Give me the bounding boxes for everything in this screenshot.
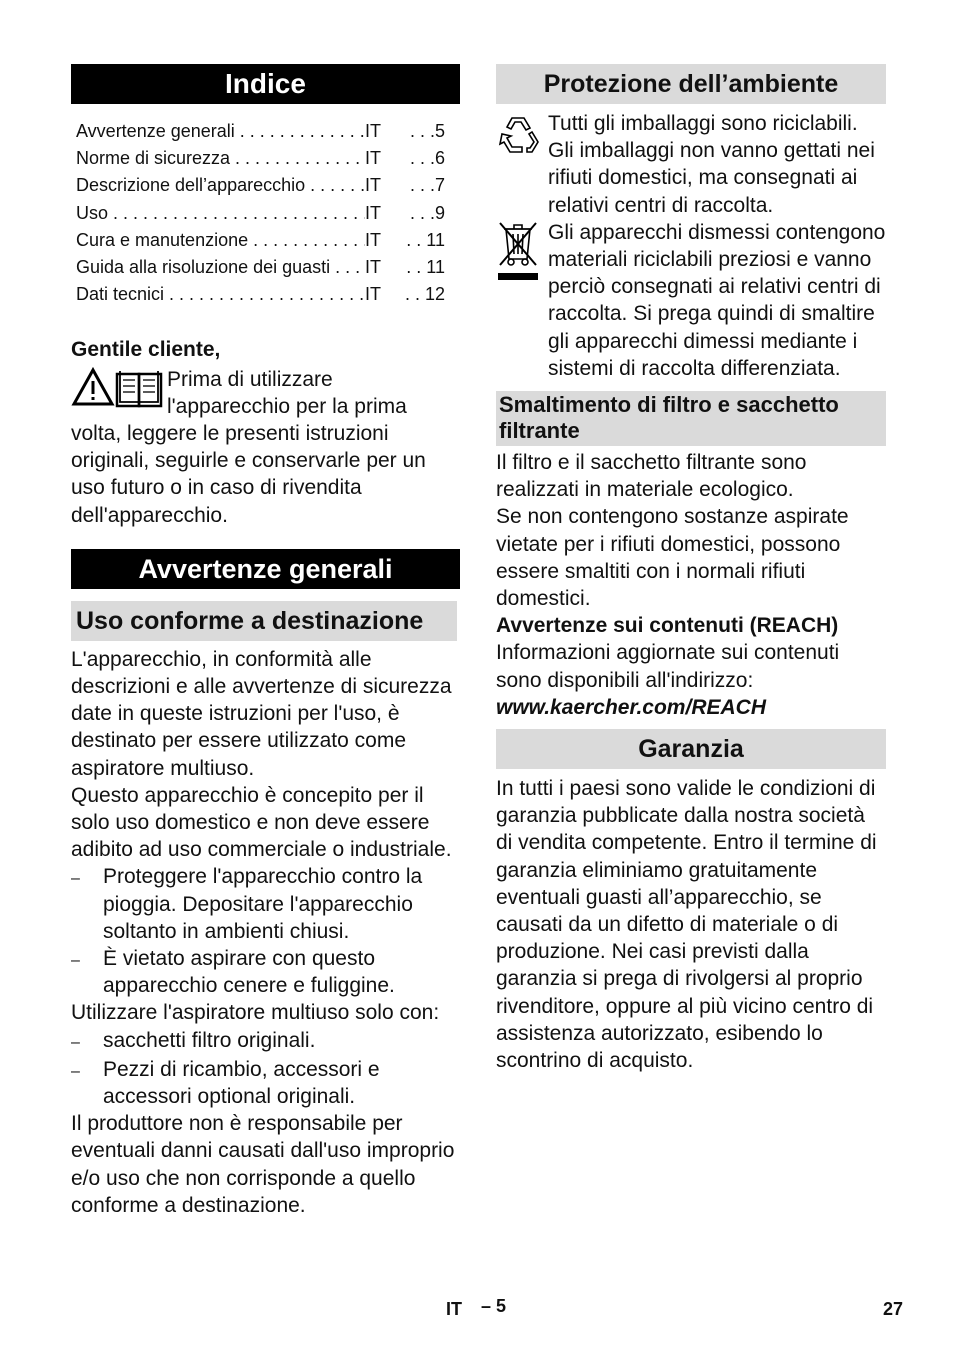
toc-page: . . .6	[409, 148, 445, 169]
reach-heading: Avvertenze sui contenuti (REACH)	[496, 614, 839, 638]
crossed-bin-icon	[496, 219, 540, 296]
list-item-text: È vietato aspirare con questo apparecchio cenere e fuliggine.	[103, 946, 395, 998]
toc-title: Cura e manutenzione . . .	[76, 227, 365, 254]
recycle-icon	[496, 114, 540, 163]
warranty-heading: Garanzia	[496, 729, 886, 769]
list-item	[71, 1056, 460, 1110]
reach-paragraph: Informazioni aggiornate sui contenuti sono disponibili all'indirizzo:	[496, 641, 840, 692]
filter-section	[496, 449, 886, 721]
filter-paragraph-2: Se non contengono sostanze aspirate vietate per i rifiuti domestici, possono essere smaltiti con i normali rifiuti domestici.	[496, 505, 849, 611]
toc-row[interactable]	[76, 281, 460, 308]
toc-lang: IT	[365, 148, 381, 169]
toc-page: . . .7	[409, 175, 445, 196]
recycling-text: Tutti gli imballaggi sono riciclabili. Gli imballaggi non vanno gettati nei rifiuti domestici, ma consegnati ai relativi centri di raccolta.	[548, 112, 875, 217]
toc-lang: IT	[365, 256, 381, 277]
toc-page: . . 11	[406, 229, 445, 250]
use-paragraph-2: Questo apparecchio è concepito per il solo uso domestico e non deve essere adibito ad uso commerciale o industriale.	[71, 783, 452, 862]
toc-row[interactable]	[76, 145, 460, 172]
list-item-text: sacchetti filtro originali.	[103, 1028, 316, 1052]
toc-row[interactable]	[76, 227, 460, 254]
warranty-paragraph: In tutti i paesi sono valide le condizioni di garanzia pubblicate dalla nostra società di vendita competente. Entro il termine di garanzia eliminiamo gratuitamente eventuali guasti all’apparecchio, se causati da un difetto di materiale o di produzione. Nei casi previsti dalla garanzia si prega di rivolgersi al proprio rivenditore, oppure al più vicino centro di assistenza autorizzato, esibendo lo scontrino di acquisto.	[496, 777, 877, 1073]
dash-bullet: –	[71, 1062, 80, 1080]
left-column	[71, 64, 460, 1219]
toc-row[interactable]	[76, 254, 460, 281]
greeting: Gentile cliente,	[71, 338, 221, 362]
general-heading: Avvertenze generali	[71, 549, 460, 589]
use-heading: Uso conforme a destinazione	[71, 601, 457, 641]
list-item	[71, 863, 460, 945]
footer-sub-page: – 5	[481, 1296, 507, 1316]
dash-bullet: –	[71, 951, 80, 969]
list-item-text: Proteggere l'apparecchio contro la pioggia. Depositare l'apparecchio soltanto in ambienti chiusi.	[103, 865, 423, 943]
use-paragraph-4: Il produttore non è responsabile per eventuali danni causati dall'uso improprio e/o uso che non corrisponde a quello conforme a destinazione.	[71, 1112, 455, 1217]
toc-lang: IT	[365, 229, 381, 250]
toc-title: Norme di sicurezza . . .	[76, 145, 365, 172]
toc-page: . . .9	[409, 202, 445, 223]
reach-link[interactable]: www.kaercher.com/REACH	[496, 695, 766, 719]
recycling-block	[496, 110, 886, 219]
list-item	[71, 945, 460, 999]
toc-title: Avvertenze generali . . .	[76, 118, 365, 145]
toc-row[interactable]	[76, 172, 460, 199]
toc-row[interactable]	[76, 200, 460, 227]
dash-bullet: –	[71, 1033, 80, 1051]
toc-page: . . 11	[406, 256, 445, 277]
filter-paragraph-1: Il filtro e il sacchetto filtrante sono realizzati in materiale ecologico.	[496, 451, 807, 502]
list-item	[71, 1027, 460, 1056]
weee-block	[496, 219, 886, 382]
right-column	[496, 64, 886, 1074]
table-of-contents	[71, 118, 460, 308]
toc-title: Uso . . .	[76, 200, 365, 227]
toc-title: Descrizione dell’apparecchio . . .	[76, 172, 365, 199]
intro-text: Prima di utilizzare l'apparecchio per la prima volta, leggere le presenti istruzioni originali, seguirle e conservarle per un uso futuro o in caso di rivendita dell'apparecchio.	[71, 367, 426, 527]
list-item-text: Pezzi di ricambio, accessori e accessori optional originali.	[103, 1057, 380, 1108]
environment-heading: Protezione dell’ambiente	[496, 64, 886, 104]
footer-language: IT	[446, 1299, 462, 1319]
toc-title: Dati tecnici . . .	[76, 281, 365, 308]
toc-row[interactable]	[76, 118, 460, 145]
toc-lang: IT	[365, 121, 381, 141]
toc-lang: IT	[365, 284, 381, 305]
use-section	[71, 646, 460, 1219]
intro-block	[71, 366, 460, 529]
toc-title: Guida alla risoluzione dei guasti . . .	[76, 254, 365, 281]
toc-lang: IT	[365, 175, 381, 196]
toc-lang: IT	[365, 202, 381, 223]
page-number: 27	[883, 1299, 904, 1319]
use-paragraph-3: Utilizzare l'aspiratore multiuso solo con:	[71, 1001, 440, 1025]
weee-text: Gli apparecchi dismessi contengono materiali riciclabili preziosi e vanno perciò consegnati ai relativi centri di raccolta. Si prega quindi di smaltire gli apparecchi dimessi mediante i sistemi di raccolta differenziata.	[548, 220, 886, 380]
toc-page: . . 12	[405, 284, 446, 305]
warning-manual-icon	[71, 366, 167, 420]
dash-bullet: –	[71, 870, 80, 888]
toc-page: . . .5	[409, 121, 445, 141]
use-paragraph-1: L'apparecchio, in conformità alle descrizioni e alle avvertenze di sicurezza date in queste istruzioni per l'uso, è destinato per essere utilizzato come aspiratore multiuso.	[71, 647, 452, 780]
index-heading: Indice	[71, 64, 460, 104]
filter-disposal-heading: Smaltimento di filtro e sacchetto filtrante	[496, 391, 886, 446]
